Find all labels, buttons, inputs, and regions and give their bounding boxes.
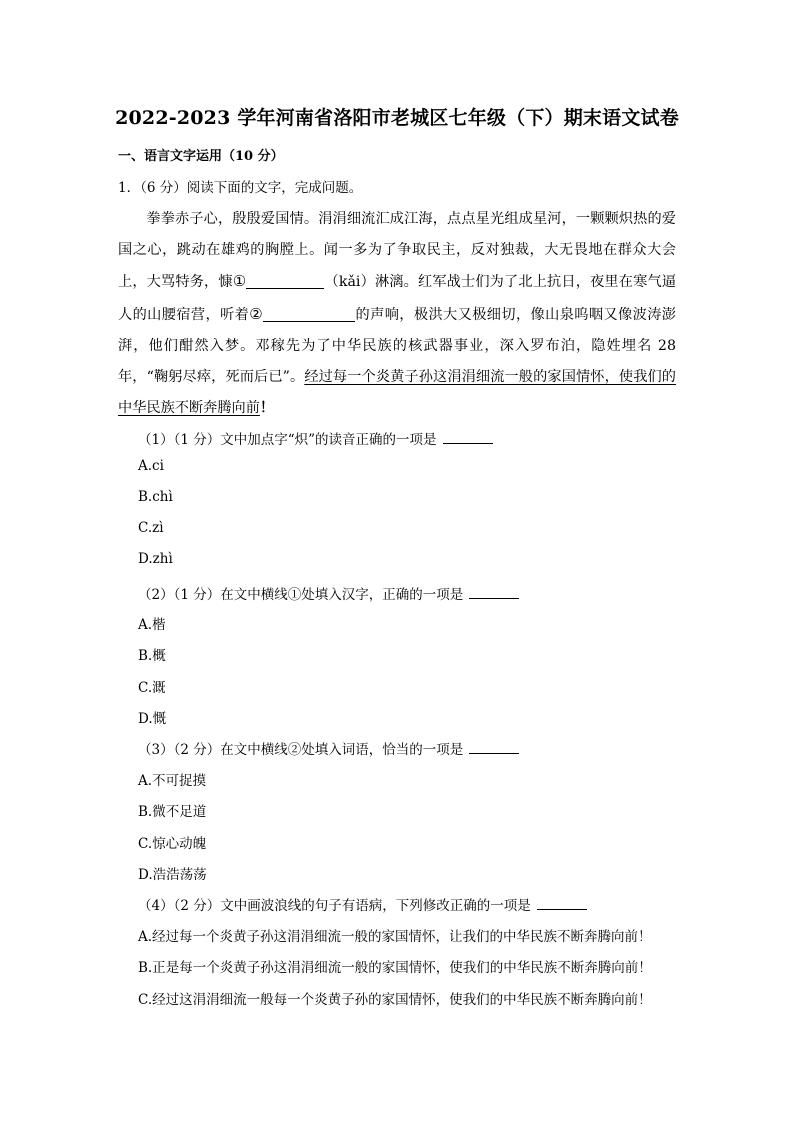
option-4c: C.经过这涓涓细流一般每一个炎黄子孙的家国情怀，使我们的中华民族不断奔腾向前！ [138,992,652,1008]
option-3d: D.浩浩荡荡 [138,867,207,883]
question-1-stem: 1．（6 分）阅读下面的文字，完成问题。 [118,180,363,196]
option-1b: B.chì [138,489,173,505]
option-1a: A.ci [138,458,164,474]
exam-title: 2022-2023 学年河南省洛阳市老城区七年级（下）期末语文试卷 [115,107,679,129]
reading-passage [118,204,676,424]
passage-part-2: （kǎi）淋漓。红军战士们为了北上抗日，夜里在寒气逼人的山腰宿营，听着 [118,274,676,323]
answer-blank [469,585,519,599]
option-3a: A.不可捉摸 [138,773,207,789]
section-heading: 一、语言文字运用（10 分） [118,149,284,164]
passage-end-mark: ！ [259,400,275,417]
answer-blank [469,740,519,754]
passage-part-1: 拳拳赤子心，殷殷爱国情。涓涓细流汇成江海，点点星光组成星河，一颗颗炽热的爱国之心，跳动在雄鸡的胸膛上。闻一多为了争取民主，反对独裁，大无畏地在群众大会上，大骂特务，慷 [118,211,676,291]
blank-2-marker: ② [249,304,264,323]
option-3c: C.惊心动魄 [138,836,207,852]
answer-blank [443,430,493,444]
wavy-underlined-sentence: 经过每一个炎黄子孙这涓涓细流一般的家国情怀，使我们的中华民族不断奔腾向前 [118,369,676,417]
sub-question-3: （3）（2 分）在文中横线②处填入词语，恰当的一项是 [138,738,519,758]
blank-1 [246,271,324,289]
option-1d: D.zhì [138,551,173,567]
answer-blank [537,896,587,910]
option-4b: B.正是每一个炎黄子孙这涓涓细流一般的家国情怀，使我们的中华民族不断奔腾向前！ [138,960,652,976]
option-2a: A.楷 [138,617,166,633]
sub-question-4: （4）（2 分）文中画波浪线的句子有语病，下列修改正确的一项是 [138,894,587,914]
blank-2 [263,304,355,322]
option-4a: A.经过每一个炎黄子孙这涓涓细流一般的家国情怀，让我们的中华民族不断奔腾向前！ [138,929,652,945]
sub-question-2: （2）（1 分）在文中横线①处填入汉字，正确的一项是 [138,583,519,603]
option-2c: C.溉 [138,680,166,696]
option-3b: B.微不足道 [138,804,207,820]
option-2d: D.慨 [138,711,167,727]
sub-question-1: （1）（1 分）文中加点字“炽”的读音正确的一项是 [138,428,493,448]
passage-part-3: 的声响，极洪大又极细切，像山泉呜咽又像波涛澎湃，他们酣然入梦。邓稼先为了中华民族的核武器事业，深入罗布泊，隐姓埋名 28 年，“鞠躬尽瘁，死而后已”。 [118,306,676,386]
blank-1-marker: ① [232,272,247,291]
option-1c: C.zì [138,520,164,536]
option-2b: B.概 [138,648,166,664]
